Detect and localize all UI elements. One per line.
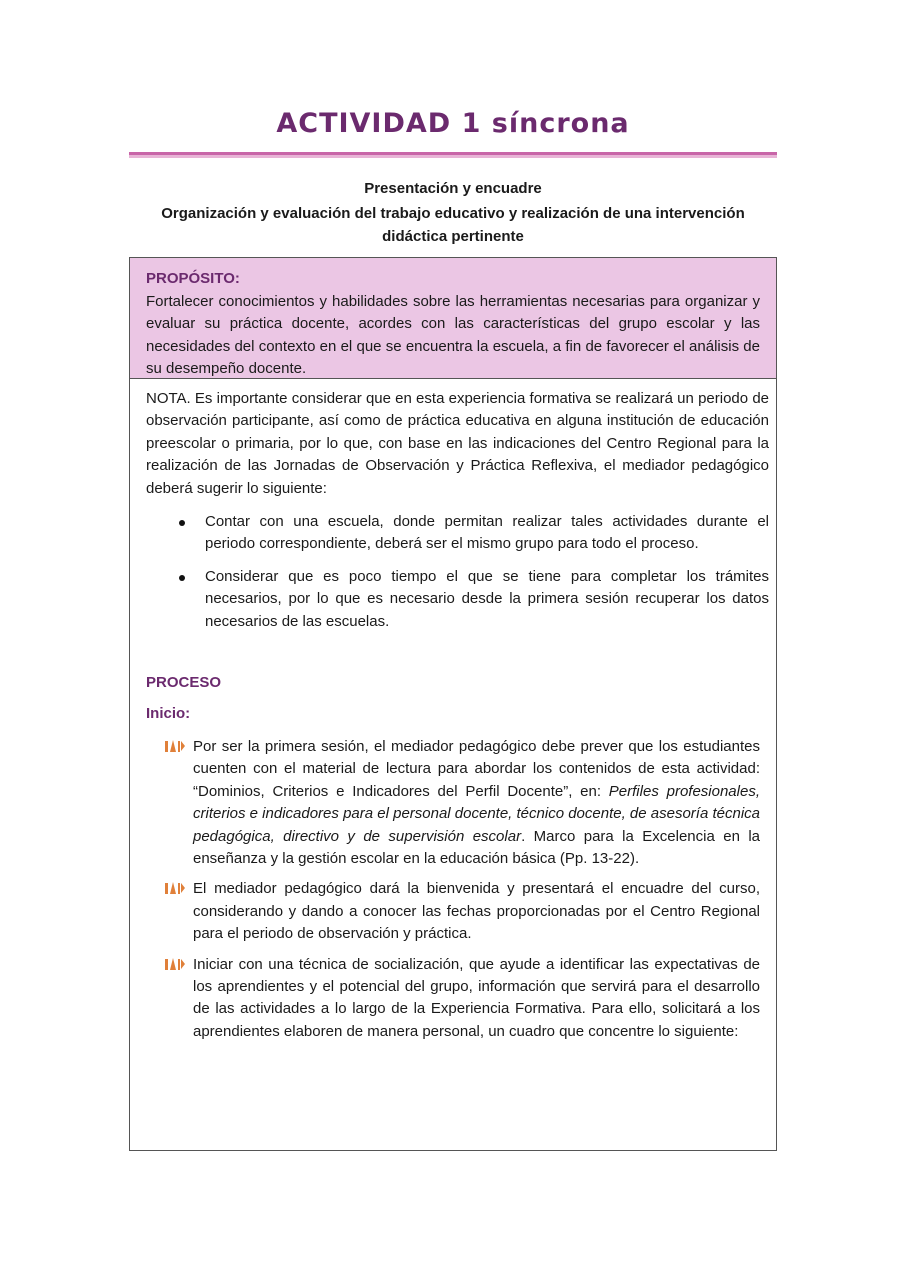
list-item: [146, 511, 769, 556]
activity-subtitle: Organización y evaluación del trabajo educativo y realización de una intervención didáctica pertinente: [161, 205, 745, 245]
orange-figures-bullet-icon: [164, 881, 186, 895]
bullet-dot-icon: [179, 520, 185, 526]
orange-figures-bullet-icon: [164, 739, 186, 753]
purpose-text: Fortalecer conocimientos y habilidades sobre las herramientas necesarias para organizar y evaluar su práctica docente, acordes con las características del grupo escolar y las necesidades del contexto en el que se encuentra la escuela, a fin de favorecer el análisis de su desempeño docente.: [146, 293, 760, 378]
orange-figures-bullet-icon: [164, 957, 186, 971]
list-item-text: Considerar que es poco tiempo el que se tiene para completar los trámites necesarios, por lo que es necesario desde la primera sesión recuperar los datos necesarios de las escuelas.: [205, 567, 769, 630]
bullet-list: [146, 511, 769, 643]
step-text: . Marco para la Excelencia en la enseñanza y la gestión escolar en la educación básica (Pp. 13-22).: [193, 827, 760, 868]
content-box: [129, 378, 777, 1151]
nota-paragraph: NOTA. Es importante considerar que en esta experiencia formativa se realizará un periodo de observación participante, así como de práctica educativa en alguna institución de educación preescolar o primaria, por lo que, con base en las indicaciones del Centro Regional para la realización de las Jornadas de Observación y Práctica Reflexiva, el mediador pedagógico deberá sugerir lo siguiente:: [146, 390, 769, 497]
list-item: [146, 878, 760, 945]
inicio-heading: Inicio:: [146, 705, 191, 722]
page-title: ACTIVIDAD 1 síncrona: [276, 108, 630, 139]
list-item: [146, 566, 769, 633]
purpose-label: PROPÓSITO:: [146, 270, 240, 287]
step-text: El mediador pedagógico dará la bienvenida y presentará el encuadre del curso, considerando y dando a conocer las fechas proporcionadas por el Centro Regional para el periodo de observación y práctica.: [193, 880, 760, 943]
list-item-text: Contar con una escuela, donde permitan realizar tales actividades durante el periodo correspondiente, deberá ser el mismo grupo para todo el proceso.: [205, 513, 769, 553]
purpose-box: [129, 257, 777, 379]
bullet-dot-icon: [179, 575, 185, 581]
step-text-italic: Perfiles profesionales, criterios e indicadores para el personal docente, técnico docente, de asesoría técnica pedagógica, directivo y de supervisión escolar: [193, 782, 761, 845]
list-item: [146, 954, 760, 1044]
step-text: Iniciar con una técnica de socialización, que ayude a identificar las expectativas de los aprendientes y el potencial del grupo, información que servirá para el desarrollo de las actividades a lo largo de la Experiencia Formativa. Para ello, solicitará a los aprendientes elaboren de manera personal, un cuadro que concentre lo siguiente:: [193, 955, 760, 1040]
step-list: [146, 736, 760, 1051]
list-item: [146, 736, 760, 870]
step-text: Por ser la primera sesión, el mediador pedagógico debe prever que los estudiantes cuenten con el material de lectura para abordar los contenidos de esta actividad: “Dominios, Criterios e Indicadores del Perfil Docente”, en:: [193, 738, 760, 800]
proceso-heading: PROCESO: [146, 674, 222, 691]
title-divider: [129, 152, 777, 155]
section-subtitle: Presentación y encuadre: [364, 180, 542, 197]
